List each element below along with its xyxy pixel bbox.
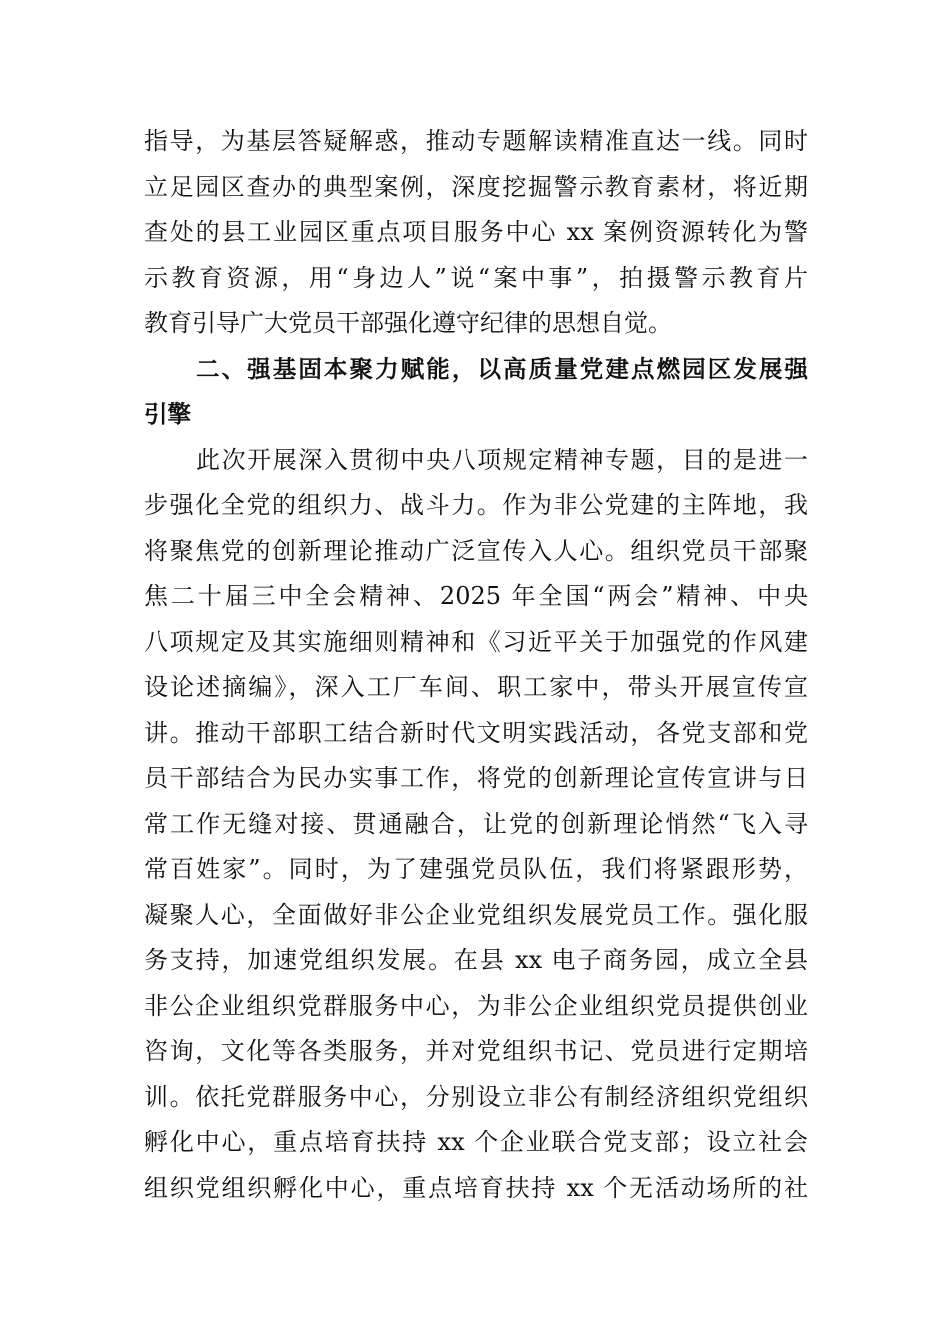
text-line: 常百姓家”。同时，为了建强党员队伍，我们将紧跟形势， [144,855,808,883]
text-line: 此次开展深入贯彻中央八项规定精神专题，目的是进一 [196,445,808,474]
text-line: 讲。推动干部职工结合新时代文明实践活动，各党支部和党 [144,718,808,747]
text-line: 训。依托党群服务中心，分别设立非公有制经济组织党组织 [144,1082,808,1111]
text-line: 凝聚人心，全面做好非公企业党组织发展党员工作。强化服 [144,900,808,929]
paragraph-body [144,438,808,1212]
heading-line: 二、强基固本聚力赋能，以高质量党建点燃园区发展强 [196,354,808,383]
text-line: 步强化全党的组织力、战斗力。作为非公党建的主阵地，我 [144,491,808,519]
text-line: 组织党组织孵化中心，重点培育扶持 xx 个无活动场所的社 [144,1173,808,1202]
text-line: 焦二十届三中全会精神、2025 年全国“两会”精神、中央 [144,582,808,610]
text-line: 教育引导广大党员干部强化遵守纪律的思想自觉。 [144,309,672,337]
heading-line: 引擎 [144,400,191,428]
text-line: 咨询，文化等各类服务，并对党组织书记、党员进行定期培 [144,1037,808,1065]
section-heading [144,347,808,438]
text-line: 指导，为基层答疑解惑，推动专题解读精准直达一线。同时 [144,127,808,155]
paragraph-continued [144,119,808,347]
document-body [144,119,808,1211]
text-line: 将聚焦党的创新理论推动广泛宣传入人心。组织党员干部聚 [144,536,808,565]
text-line: 八项规定及其实施细则精神和《习近平关于加强党的作风建 [144,627,808,656]
text-line: 常工作无缝对接、贯通融合，让党的创新理论悄然“飞入寻 [144,809,808,838]
text-line: 立足园区查办的典型案例，深度挖掘警示教育素材，将近期 [144,172,808,201]
text-line: 查处的县工业园区重点项目服务中心 xx 案例资源转化为警 [144,218,808,246]
text-line: 设论述摘编》，深入工厂车间、职工家中，带头开展宣传宣 [144,673,808,701]
text-line: 务支持，加速党组织发展。在县 xx 电子商务园，成立全县 [144,946,808,974]
text-line: 非公企业组织党群服务中心，为非公企业组织党员提供创业 [144,991,808,1020]
text-line: 示教育资源，用“身边人”说“案中事”，拍摄警示教育片 [144,263,808,292]
text-line: 员干部结合为民办实事工作，将党的创新理论宣传宣讲与日 [144,764,808,792]
text-line: 孵化中心，重点培育扶持 xx 个企业联合党支部；设立社会 [144,1128,808,1156]
